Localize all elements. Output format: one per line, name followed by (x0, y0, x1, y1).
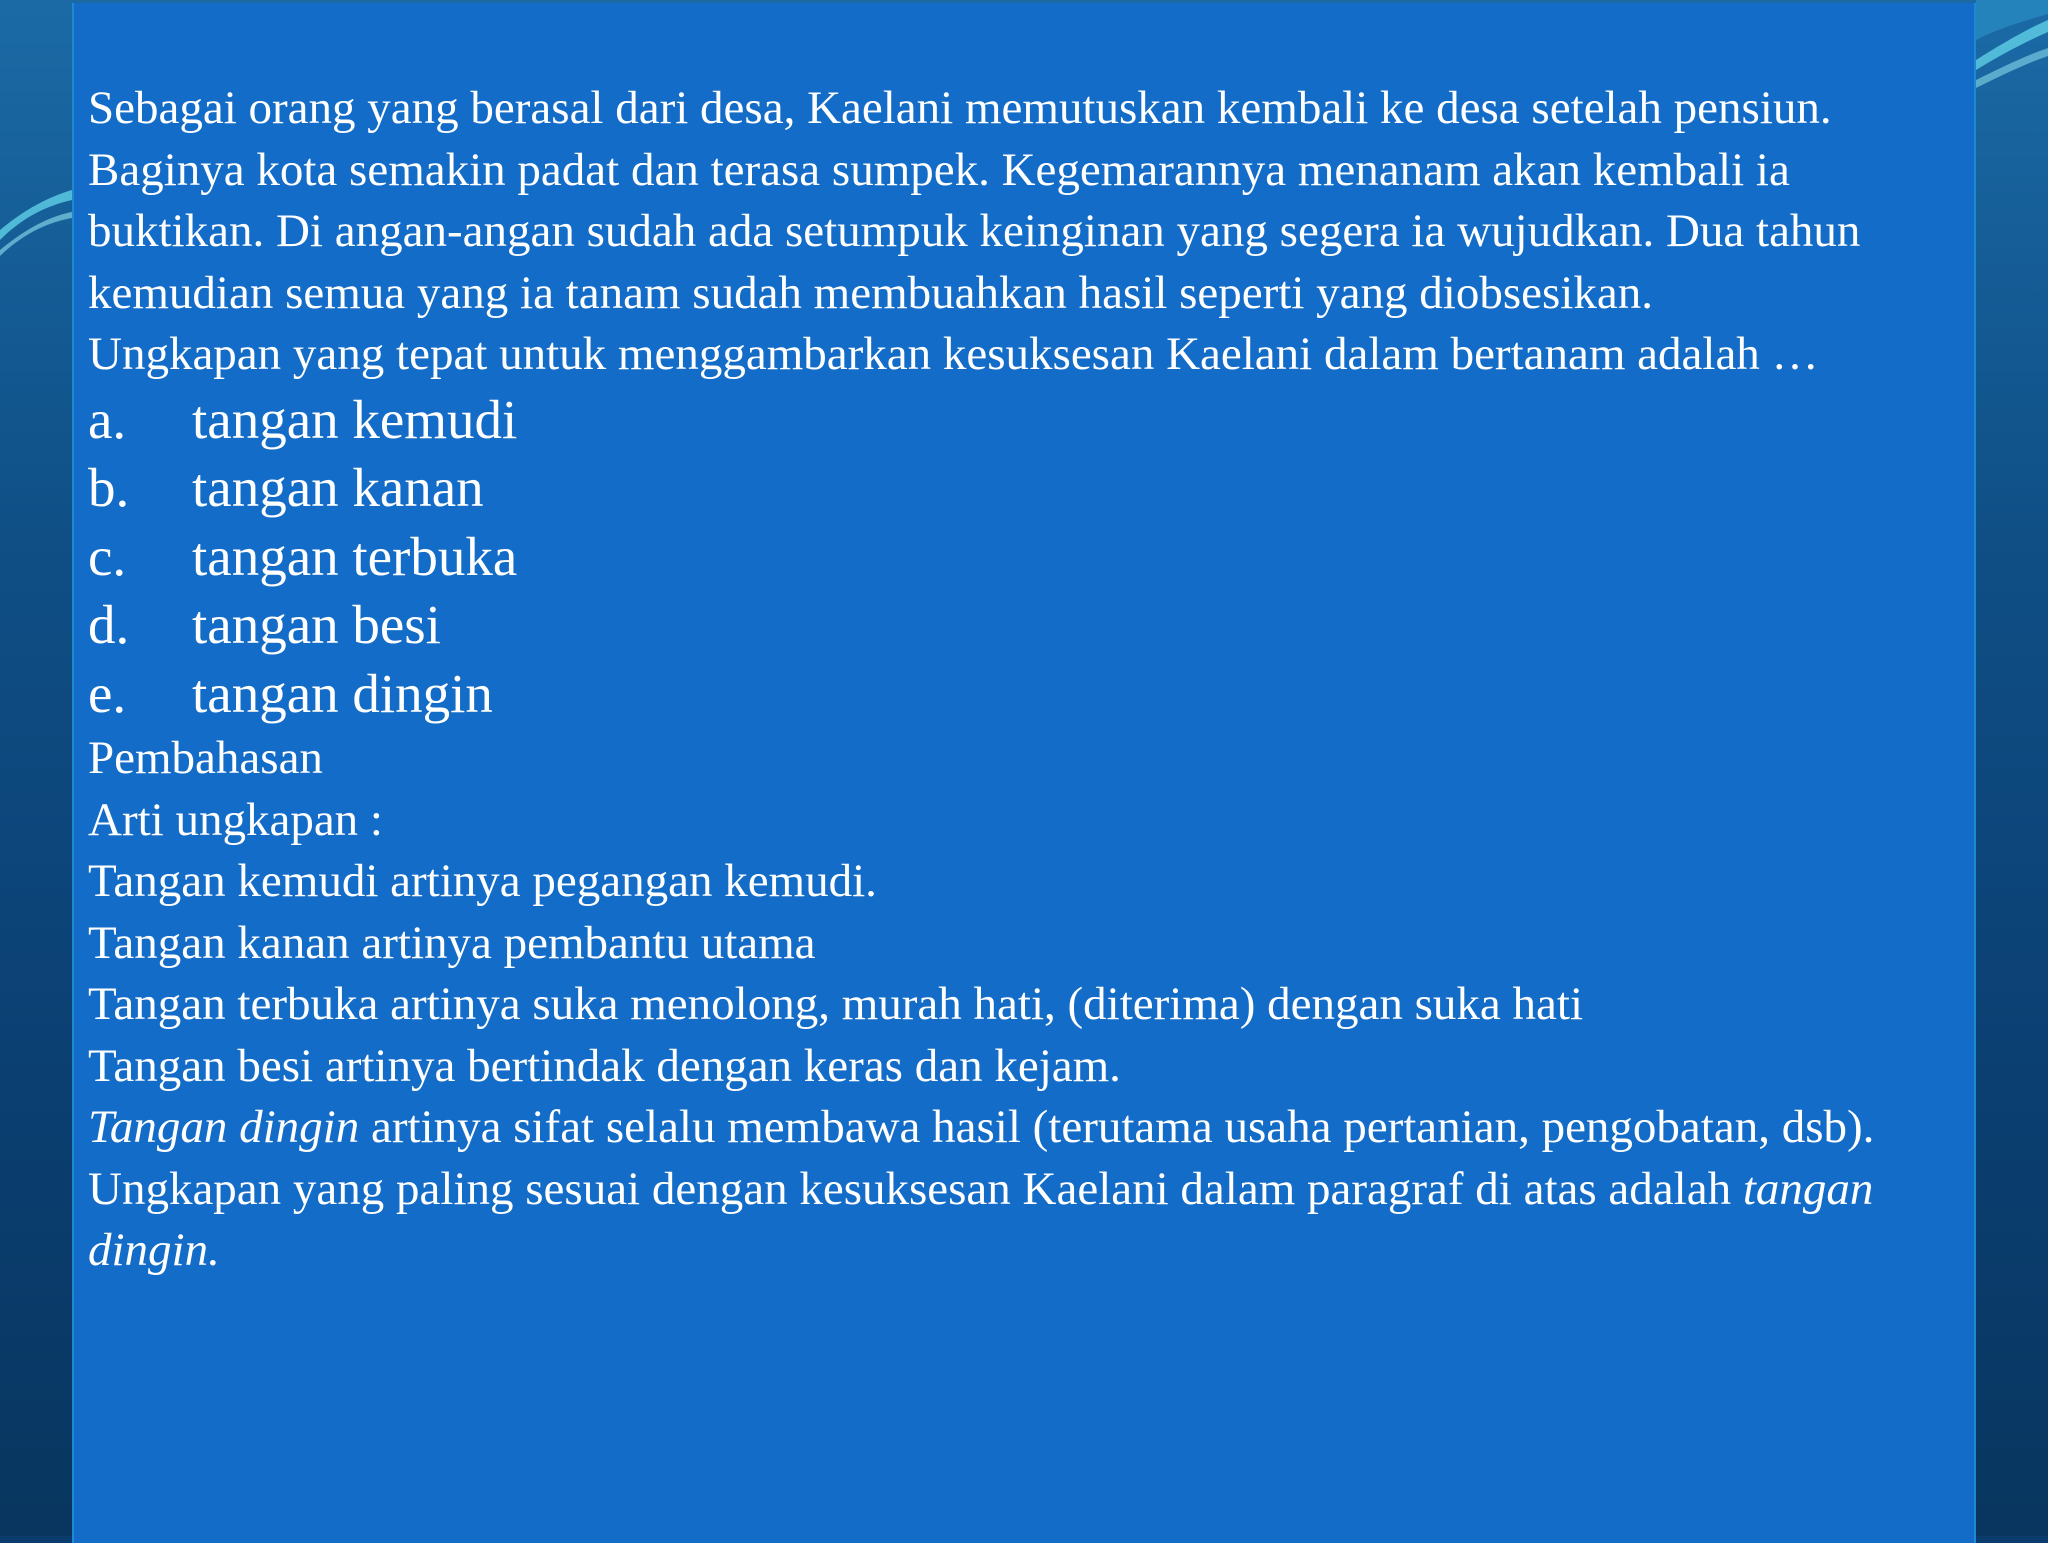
option-e (88, 660, 1948, 729)
option-letter: c. (88, 525, 127, 587)
term-meaning: artinya sifat selalu membawa hasil (terutama usaha pertanian, pengobatan, dsb). (359, 1101, 1875, 1153)
option-text: tangan besi (192, 594, 441, 655)
answer-options (88, 386, 1948, 729)
option-letter: b. (88, 457, 130, 518)
explanation-line-5 (88, 1097, 1948, 1159)
explanation-line-2: Tangan kanan artinya pembantu utama (88, 916, 816, 969)
explanation-line-4: Tangan besi artinya bertindak dengan keras dan kejam. (88, 1039, 1121, 1092)
option-text: tangan kanan (192, 457, 484, 518)
option-letter: a. (88, 388, 127, 450)
option-b (88, 454, 1948, 523)
conclusion-answer: tangan dingin. (88, 1162, 1874, 1276)
option-text: tangan kemudi (192, 388, 518, 450)
italic-term: Tangan dingin (88, 1101, 360, 1153)
explanation-line-1: Tangan kemudi artinya pegangan kemudi. (88, 855, 877, 907)
explanation-subheading: Arti ungkapan : (88, 793, 383, 846)
option-c (88, 523, 1948, 592)
option-letter: e. (88, 662, 127, 724)
question-prompt: Ungkapan yang tepat untuk menggambarkan kesuksesan Kaelani dalam bertanam adalah … (88, 328, 1819, 380)
explanation-conclusion (88, 1159, 1948, 1282)
option-text: tangan terbuka (192, 525, 518, 587)
option-d (88, 591, 1948, 660)
slide-text (88, 78, 1948, 1282)
explanation-heading: Pembahasan (88, 732, 323, 784)
conclusion-text: Ungkapan yang paling sesuai dengan kesuksesan Kaelani dalam paragraf di atas adalah (88, 1162, 1743, 1215)
option-a (88, 386, 1948, 455)
explanation-line-3: Tangan terbuka artinya suka menolong, murah hati, (diterima) dengan suka hati (88, 978, 1584, 1030)
option-text: tangan dingin (192, 662, 493, 724)
option-letter: d. (88, 594, 130, 655)
question-passage: Sebagai orang yang berasal dari desa, Kaelani memutuskan kembali ke desa setelah pensiun. Baginya kota semakin padat dan terasa sumpek. Kegemarannya menanam akan kembali ia buktikan. Di angan-angan sudah ada setumpuk keinginan yang segera ia wujudkan. Dua tahun kemudian semua yang ia tanam sudah membuahkan hasil seperti yang diobsesikan. (88, 82, 1861, 319)
